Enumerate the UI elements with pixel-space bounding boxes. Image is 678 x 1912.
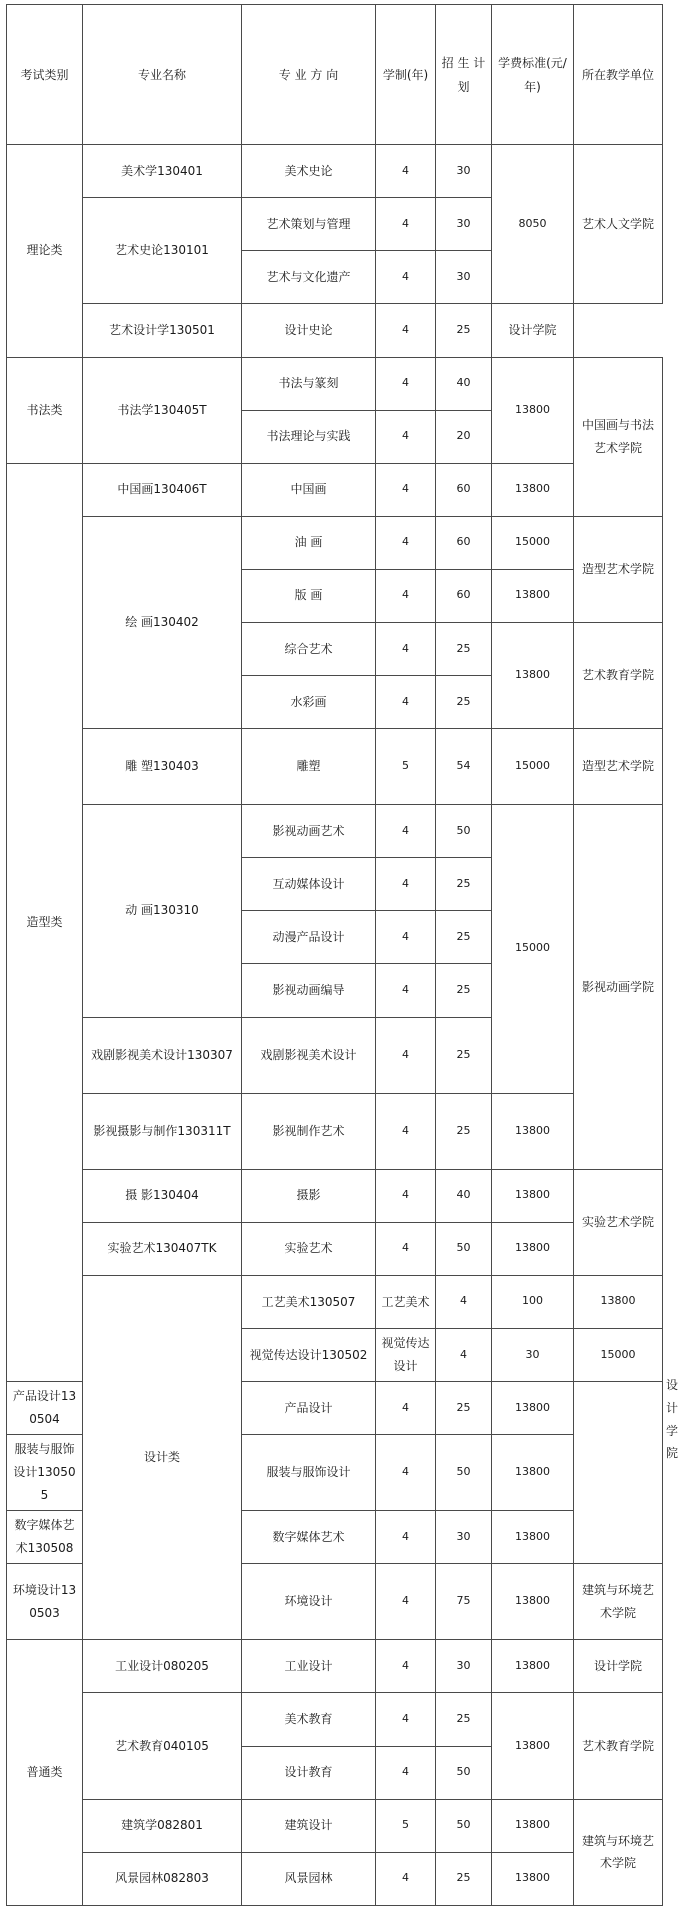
- major-name: 影视摄影与制作130311T: [83, 1093, 242, 1169]
- quota-cell: 30: [436, 1640, 492, 1693]
- quota-cell: 30: [436, 198, 492, 251]
- major-name: 风景园林082803: [83, 1852, 242, 1905]
- major-name: 书法学130405T: [83, 357, 242, 463]
- admissions-table: [6, 4, 678, 1906]
- table-row: [7, 145, 663, 198]
- direction-cell: 工业设计: [242, 1640, 376, 1693]
- duration-cell: 4: [376, 357, 436, 410]
- duration-cell: 4: [376, 1435, 436, 1511]
- quota-cell: 60: [436, 463, 492, 516]
- major-name: 艺术教育040105: [83, 1693, 242, 1799]
- duration-cell: 4: [376, 569, 436, 622]
- direction-cell: 建筑设计: [242, 1799, 376, 1852]
- duration-cell: 4: [376, 463, 436, 516]
- direction-cell: 艺术与文化遗产: [242, 251, 376, 304]
- table-row: [7, 1640, 663, 1693]
- quota-cell: 50: [436, 1222, 492, 1275]
- duration-cell: 4: [376, 198, 436, 251]
- quota-cell: 30: [436, 251, 492, 304]
- direction-cell: 互动媒体设计: [242, 858, 376, 911]
- table-row: [7, 304, 663, 357]
- duration-cell: 5: [376, 1799, 436, 1852]
- duration-cell: 4: [376, 1852, 436, 1905]
- direction-cell: 视觉传达设计: [376, 1328, 436, 1381]
- table-row: [7, 516, 663, 569]
- category-modeling: 造型类: [7, 463, 83, 1381]
- quota-cell: 60: [436, 516, 492, 569]
- duration-cell: 4: [376, 1222, 436, 1275]
- major-name: 服装与服饰设计130505: [7, 1435, 83, 1511]
- fee-cell: 13800: [574, 1275, 663, 1328]
- direction-cell: 版 画: [242, 569, 376, 622]
- header-college: 所在教学单位: [574, 5, 663, 145]
- fee-cell: 15000: [574, 1328, 663, 1381]
- quota-cell: 100: [492, 1275, 574, 1328]
- fee-cell: 13800: [492, 1093, 574, 1169]
- quota-cell: 25: [436, 1017, 492, 1093]
- fee-cell: 8050: [492, 145, 574, 304]
- fee-cell: 13800: [492, 1693, 574, 1799]
- college-cell: 设计学院: [492, 304, 574, 357]
- header-major: 专业名称: [83, 5, 242, 145]
- duration-cell: 4: [376, 858, 436, 911]
- table-row: [7, 1169, 663, 1222]
- duration-cell: 4: [376, 1169, 436, 1222]
- quota-cell: 20: [436, 410, 492, 463]
- duration-cell: 5: [376, 729, 436, 805]
- fee-cell: 13800: [492, 569, 574, 622]
- fee-cell: 15000: [492, 516, 574, 569]
- direction-cell: 雕塑: [242, 729, 376, 805]
- quota-cell: 30: [436, 145, 492, 198]
- quota-cell: 50: [436, 1746, 492, 1799]
- college-cell: 建筑与环境艺术学院: [574, 1564, 663, 1640]
- duration-cell: 4: [376, 304, 436, 357]
- duration-cell: 4: [376, 145, 436, 198]
- direction-cell: 书法理论与实践: [242, 410, 376, 463]
- direction-cell: 动漫产品设计: [242, 911, 376, 964]
- college-cell: 艺术教育学院: [574, 622, 663, 728]
- category-calligraphy: 书法类: [7, 357, 83, 463]
- quota-cell: 25: [436, 1693, 492, 1746]
- quota-cell: 60: [436, 569, 492, 622]
- quota-cell: 50: [436, 1435, 492, 1511]
- quota-cell: 25: [436, 911, 492, 964]
- direction-cell: 设计教育: [242, 1746, 376, 1799]
- table-row: [7, 1693, 663, 1746]
- major-name: 工业设计080205: [83, 1640, 242, 1693]
- duration-cell: 4: [376, 805, 436, 858]
- direction-cell: 产品设计: [242, 1382, 376, 1435]
- direction-cell: 环境设计: [242, 1564, 376, 1640]
- direction-cell: 综合艺术: [242, 622, 376, 675]
- direction-cell: 影视动画艺术: [242, 805, 376, 858]
- category-general: 普通类: [7, 1640, 83, 1906]
- category-theory: 理论类: [7, 145, 83, 357]
- fee-cell: 13800: [492, 1382, 574, 1435]
- major-name: 建筑学082801: [83, 1799, 242, 1852]
- major-name: 实验艺术130407TK: [83, 1222, 242, 1275]
- college-cell: 建筑与环境艺术学院: [574, 1799, 663, 1905]
- quota-cell: 50: [436, 805, 492, 858]
- quota-cell: 75: [436, 1564, 492, 1640]
- direction-cell: 美术史论: [242, 145, 376, 198]
- direction-cell: 摄影: [242, 1169, 376, 1222]
- duration-cell: 4: [376, 676, 436, 729]
- table-row: [7, 1222, 663, 1275]
- fee-cell: 13800: [492, 622, 574, 728]
- duration-cell: 4: [376, 1564, 436, 1640]
- direction-cell: 中国画: [242, 463, 376, 516]
- major-name: 数字媒体艺术130508: [7, 1511, 83, 1564]
- table-row: [7, 805, 663, 858]
- direction-cell: 书法与篆刻: [242, 357, 376, 410]
- college-cell: 造型艺术学院: [574, 516, 663, 622]
- quota-cell: 25: [436, 1093, 492, 1169]
- table-row: 设计类 工艺美术130507 工艺美术 4 100 13800 设计学院: [7, 1275, 663, 1328]
- major-name: 艺术史论130101: [83, 198, 242, 304]
- table-row: [7, 1852, 663, 1905]
- direction-cell: 风景园林: [242, 1852, 376, 1905]
- fee-cell: 15000: [492, 729, 574, 805]
- table-row: [7, 357, 663, 410]
- quota-cell: 25: [436, 304, 492, 357]
- fee-cell: 13800: [492, 1640, 574, 1693]
- duration-cell: 4: [376, 1382, 436, 1435]
- duration-cell: 4: [376, 1093, 436, 1169]
- direction-cell: 数字媒体艺术: [242, 1511, 376, 1564]
- fee-cell: 13800: [492, 1511, 574, 1564]
- college-cell: 艺术人文学院: [574, 145, 663, 304]
- duration-cell: 4: [376, 410, 436, 463]
- header-duration: 学制(年): [376, 5, 436, 145]
- duration-cell: 4: [376, 622, 436, 675]
- direction-cell: 影视动画编导: [242, 964, 376, 1017]
- quota-cell: 40: [436, 357, 492, 410]
- direction-cell: 艺术策划与管理: [242, 198, 376, 251]
- quota-cell: 30: [436, 1511, 492, 1564]
- direction-cell: 美术教育: [242, 1693, 376, 1746]
- fee-cell: 15000: [492, 805, 574, 1093]
- college-cell: 实验艺术学院: [574, 1169, 663, 1275]
- college-cell: 设计学院: [574, 1640, 663, 1693]
- header-quota: 招 生 计 划: [436, 5, 492, 145]
- table-row: [7, 729, 663, 805]
- direction-cell: 工艺美术: [376, 1275, 436, 1328]
- direction-cell: 油 画: [242, 516, 376, 569]
- table-row: [7, 1799, 663, 1852]
- duration-cell: 4: [376, 1640, 436, 1693]
- quota-cell: 30: [492, 1328, 574, 1381]
- direction-cell: 戏剧影视美术设计: [242, 1017, 376, 1093]
- duration-cell: 4: [436, 1328, 492, 1381]
- duration-cell: 4: [376, 964, 436, 1017]
- duration-cell: 4: [376, 1017, 436, 1093]
- duration-cell: 4: [376, 1693, 436, 1746]
- duration-cell: 4: [376, 1746, 436, 1799]
- duration-cell: 4: [376, 1511, 436, 1564]
- fee-cell: 13800: [492, 1564, 574, 1640]
- header-fee: 学费标准(元/年): [492, 5, 574, 145]
- direction-cell: 实验艺术: [242, 1222, 376, 1275]
- table-row: [7, 1093, 663, 1169]
- college-cell: 影视动画学院: [574, 805, 663, 1170]
- major-name: 环境设计130503: [7, 1564, 83, 1640]
- fee-cell: 13800: [492, 357, 574, 463]
- quota-cell: 25: [436, 964, 492, 1017]
- fee-cell: 13800: [492, 1222, 574, 1275]
- quota-cell: 40: [436, 1169, 492, 1222]
- quota-cell: 54: [436, 729, 492, 805]
- quota-cell: 50: [436, 1799, 492, 1852]
- college-cell: 艺术教育学院: [574, 1693, 663, 1799]
- direction-cell: 服装与服饰设计: [242, 1435, 376, 1511]
- table-row: [7, 463, 663, 516]
- major-name: 戏剧影视美术设计130307: [83, 1017, 242, 1093]
- major-name: 中国画130406T: [83, 463, 242, 516]
- fee-cell: 13800: [492, 1169, 574, 1222]
- header-row: [7, 5, 663, 145]
- major-name: 动 画130310: [83, 805, 242, 1017]
- direction-cell: 设计史论: [242, 304, 376, 357]
- duration-cell: 4: [376, 911, 436, 964]
- major-name: 摄 影130404: [83, 1169, 242, 1222]
- major-name: 工艺美术130507: [242, 1275, 376, 1328]
- major-name: 绘 画130402: [83, 516, 242, 728]
- duration-cell: 4: [376, 251, 436, 304]
- college-cell: 造型艺术学院: [574, 729, 663, 805]
- college-cell: 中国画与书法艺术学院: [574, 357, 663, 516]
- major-name: 美术学130401: [83, 145, 242, 198]
- fee-cell: 13800: [492, 1435, 574, 1511]
- direction-cell: 水彩画: [242, 676, 376, 729]
- duration-cell: 4: [376, 516, 436, 569]
- quota-cell: 25: [436, 1382, 492, 1435]
- header-direction: 专 业 方 向: [242, 5, 376, 145]
- major-name: 艺术设计学130501: [83, 304, 242, 357]
- header-category: 考试类别: [7, 5, 83, 145]
- category-design: 设计类: [83, 1275, 242, 1640]
- fee-cell: 13800: [492, 1799, 574, 1852]
- fee-cell: 13800: [492, 1852, 574, 1905]
- quota-cell: 25: [436, 1852, 492, 1905]
- major-name: 雕 塑130403: [83, 729, 242, 805]
- quota-cell: 25: [436, 858, 492, 911]
- major-name: 视觉传达设计130502: [242, 1328, 376, 1381]
- duration-cell: 4: [436, 1275, 492, 1328]
- fee-cell: 13800: [492, 463, 574, 516]
- quota-cell: 25: [436, 676, 492, 729]
- major-name: 产品设计130504: [7, 1382, 83, 1435]
- quota-cell: 25: [436, 622, 492, 675]
- direction-cell: 影视制作艺术: [242, 1093, 376, 1169]
